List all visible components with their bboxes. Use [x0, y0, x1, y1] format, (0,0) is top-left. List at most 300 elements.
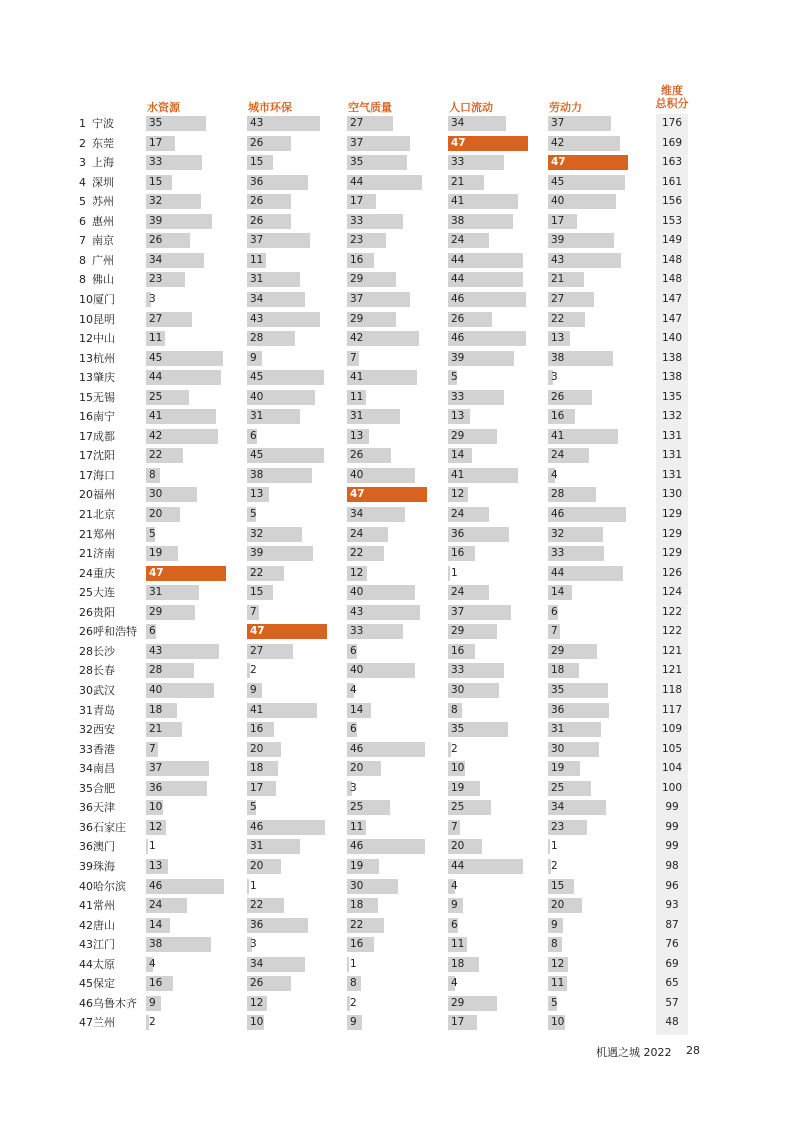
total-header: 维度 总积分 [655, 84, 689, 110]
bar-value: 39 [250, 547, 264, 560]
total-score: 135 [661, 390, 683, 403]
bar-value: 36 [451, 527, 465, 540]
bar-value: 33 [149, 156, 163, 169]
city-name: 杭州 [93, 351, 115, 365]
rank-label [79, 195, 114, 208]
city-name: 重庆 [93, 566, 115, 580]
total-score: 140 [661, 332, 683, 345]
bar-value: 46 [551, 508, 565, 520]
bar-value: 11 [551, 977, 565, 990]
rank-label [79, 801, 115, 814]
column-header: 空气质量 [348, 101, 392, 114]
total-score: 138 [661, 371, 683, 384]
bar-value: 31 [149, 586, 163, 599]
total-score: 96 [665, 879, 679, 892]
bar-value: 37 [250, 234, 264, 247]
bar-value: 4 [451, 879, 458, 892]
bar-value: 31 [250, 840, 264, 853]
bar-value: 33 [551, 547, 565, 560]
bar-value: 4 [451, 977, 458, 990]
bar-value: 29 [149, 605, 163, 618]
bar-value: 32 [250, 527, 264, 540]
rank-label [79, 234, 114, 247]
city-name: 合肥 [93, 781, 115, 795]
bar-value: 9 [350, 1016, 357, 1029]
bar-value: 34 [451, 117, 465, 129]
bar-value: 5 [451, 371, 458, 384]
city-name: 南昌 [93, 762, 115, 776]
bar-value: 13 [451, 410, 465, 423]
bar-value: 19 [551, 762, 565, 775]
bar-value: 38 [250, 468, 264, 481]
bar-value: 36 [551, 703, 565, 716]
total-score: 105 [661, 742, 683, 755]
rank-label [79, 919, 115, 932]
bar-value: 2 [250, 664, 257, 677]
total-score: 122 [661, 605, 683, 618]
city-name: 福州 [93, 488, 115, 502]
bar-value: 7 [350, 351, 357, 364]
total-score: 169 [661, 136, 683, 149]
bar [146, 839, 148, 854]
rank-label [79, 723, 115, 736]
bar-value: 20 [551, 899, 565, 911]
rank-label [79, 704, 115, 717]
rank-number: 33 [79, 742, 93, 756]
bar-value: 42 [149, 429, 163, 442]
city-name: 保定 [93, 977, 115, 991]
bar-value: 36 [250, 175, 264, 188]
total-score: 100 [661, 781, 683, 794]
city-name: 西安 [93, 723, 115, 737]
bar-value: 38 [451, 214, 465, 227]
bar-value: 9 [451, 899, 458, 911]
bar-value: 12 [451, 488, 465, 501]
bar-value: 34 [250, 293, 264, 305]
bar-value: 27 [149, 312, 163, 325]
bar-value: 13 [250, 488, 264, 501]
bar-value: 21 [149, 723, 163, 736]
rank-number: 15 [79, 390, 93, 404]
rank-number: 21 [79, 527, 93, 541]
rank-label [79, 410, 115, 423]
bar-value: 2 [551, 859, 558, 872]
total-score: 147 [661, 293, 683, 305]
bar-value: 15 [149, 175, 163, 188]
bar-value: 11 [451, 938, 465, 951]
rank-label [79, 684, 115, 697]
bar-value: 3 [149, 293, 156, 305]
bar-value: 30 [149, 488, 163, 501]
city-name: 哈尔滨 [93, 879, 126, 893]
rank-number: 41 [79, 899, 93, 912]
bar-value: 43 [149, 644, 163, 657]
bar-value: 24 [451, 234, 465, 247]
bar-value: 30 [350, 879, 364, 892]
rank-number: 28 [79, 644, 93, 658]
city-name: 沈阳 [93, 449, 115, 463]
bar-value: 26 [250, 977, 264, 990]
bar-value: 29 [451, 625, 465, 638]
total-score: 131 [661, 429, 683, 442]
bar-value: 46 [350, 840, 364, 853]
bar-value: 26 [250, 195, 264, 208]
bar-value: 11 [350, 390, 364, 403]
bar-value: 26 [250, 214, 264, 227]
rank-label [79, 586, 115, 599]
rank-number: 40 [79, 879, 93, 893]
column-header: 城市环保 [248, 101, 292, 114]
bar-value: 30 [451, 684, 465, 696]
bar-value: 42 [551, 136, 565, 149]
bar-value: 24 [149, 899, 163, 911]
bar-value: 9 [149, 996, 156, 1009]
bar-value: 11 [149, 332, 163, 345]
bar-value: 8 [149, 468, 156, 481]
total-score: 122 [661, 625, 683, 638]
bar-value: 9 [250, 351, 257, 364]
bar-value: 19 [149, 547, 163, 560]
bar-value: 5 [551, 996, 558, 1009]
total-score: 138 [661, 351, 683, 364]
rank-number: 26 [79, 625, 93, 639]
total-score: 117 [661, 703, 683, 716]
bar-value: 39 [149, 214, 163, 227]
bar-value: 36 [149, 781, 163, 794]
bar-value: 19 [350, 859, 364, 872]
bar-value: 20 [149, 508, 163, 520]
bar-value: 30 [551, 742, 565, 755]
bar-value: 23 [149, 273, 163, 286]
city-name: 宁波 [92, 117, 114, 130]
bar-value: 41 [149, 410, 163, 423]
bar-value: 44 [551, 566, 565, 579]
rank-label [79, 743, 115, 756]
bar-value: 47 [350, 488, 365, 501]
bar-value: 44 [149, 371, 163, 384]
rank-label [79, 430, 115, 443]
bar-value: 6 [250, 429, 257, 442]
rank-label [79, 821, 126, 834]
bar-value: 18 [149, 703, 163, 716]
rank-label [79, 938, 115, 951]
total-score: 131 [661, 468, 683, 481]
bar-value: 28 [250, 332, 264, 345]
bar-value: 32 [149, 195, 163, 208]
city-name: 南宁 [93, 410, 115, 424]
bar-value: 24 [451, 508, 465, 520]
bar-value: 44 [451, 253, 465, 266]
rank-number: 5 [79, 195, 86, 209]
bar-value: 40 [551, 195, 565, 208]
rank-number: 3 [79, 156, 86, 170]
bar-value: 31 [250, 410, 264, 423]
bar-value: 22 [250, 566, 264, 579]
total-score: 65 [665, 977, 679, 990]
rank-number: 17 [79, 429, 93, 443]
bar-value: 43 [350, 605, 364, 618]
bar-value: 4 [350, 684, 357, 696]
bar-value: 19 [451, 781, 465, 794]
rank-number: 46 [79, 996, 93, 1010]
bar-value: 47 [149, 566, 164, 579]
city-name: 肇庆 [93, 371, 115, 385]
rank-number: 8 [79, 273, 86, 287]
total-score: 69 [665, 957, 679, 970]
total-score: 153 [661, 214, 683, 227]
city-name: 珠海 [93, 859, 115, 873]
bar-value: 10 [250, 1016, 264, 1029]
bar [347, 957, 349, 972]
bar-value: 33 [451, 390, 465, 403]
bar-value: 16 [250, 723, 264, 736]
bar-value: 16 [451, 547, 465, 560]
total-score: 121 [661, 664, 683, 677]
bar-value: 37 [551, 117, 565, 129]
bar-value: 46 [350, 742, 364, 755]
city-name: 成都 [93, 429, 115, 443]
city-name: 乌鲁木齐 [93, 996, 137, 1010]
rank-number: 17 [79, 449, 93, 463]
city-name: 贵阳 [93, 605, 115, 619]
rank-label [79, 156, 114, 169]
bar-value: 38 [149, 938, 163, 951]
bar-value: 13 [149, 859, 163, 872]
city-name: 香港 [93, 742, 115, 756]
total-score: 163 [661, 156, 683, 169]
rank-number: 7 [79, 234, 86, 248]
total-score: 99 [665, 840, 679, 853]
bar-value: 31 [551, 723, 565, 736]
bar-value: 43 [250, 117, 264, 129]
bar-value: 12 [149, 820, 163, 833]
bar-value: 17 [250, 781, 264, 794]
rank-number: 36 [79, 840, 93, 854]
rank-number: 13 [79, 371, 93, 385]
rank-number: 17 [79, 468, 93, 482]
column-header: 水资源 [147, 101, 180, 114]
bar-value: 26 [451, 312, 465, 325]
bar-value: 45 [551, 175, 565, 188]
bar-value: 3 [551, 371, 558, 384]
total-score: 148 [661, 273, 683, 286]
city-name: 北京 [93, 508, 115, 521]
city-name: 惠州 [92, 214, 114, 228]
bar-value: 16 [451, 644, 465, 657]
city-name: 长春 [93, 664, 115, 678]
bar-value: 37 [149, 762, 163, 775]
bar-value: 23 [551, 820, 565, 833]
bar-value: 7 [551, 625, 558, 638]
bar-value: 34 [250, 957, 264, 970]
rank-label [79, 117, 114, 130]
bar-value: 15 [250, 586, 264, 599]
total-score: 76 [665, 938, 679, 951]
rank-label [79, 352, 115, 365]
bar-value: 5 [250, 508, 257, 520]
bar-value: 40 [350, 664, 364, 677]
bar-value: 26 [250, 136, 264, 149]
rank-label [79, 645, 115, 658]
bar [448, 566, 450, 581]
city-name: 苏州 [92, 195, 114, 209]
city-name: 郑州 [93, 527, 115, 541]
bar-value: 2 [350, 996, 357, 1009]
city-name: 中山 [93, 332, 115, 346]
total-score: 124 [661, 586, 683, 599]
bar-value: 13 [350, 429, 364, 442]
city-name: 太原 [93, 957, 115, 971]
bar-value: 22 [350, 918, 364, 931]
bar-value: 8 [551, 938, 558, 951]
rank-label [79, 958, 115, 971]
bar-value: 26 [149, 234, 163, 247]
bar-value: 44 [350, 175, 364, 188]
bar-value: 31 [350, 410, 364, 423]
bar-value: 9 [250, 684, 257, 696]
bar-value: 5 [250, 801, 257, 814]
bar-value: 1 [451, 566, 458, 579]
bar-value: 1 [250, 879, 257, 892]
bar-value: 10 [149, 801, 163, 814]
bar-value: 28 [149, 664, 163, 677]
bar-value: 22 [350, 547, 364, 560]
bar-value: 15 [250, 156, 264, 169]
bar-value: 11 [350, 820, 364, 833]
bar-value: 40 [250, 390, 264, 403]
bar-value: 33 [350, 625, 364, 638]
bar-value: 25 [451, 801, 465, 814]
bar-value: 8 [451, 703, 458, 716]
rank-label [79, 371, 115, 384]
total-score: 131 [661, 449, 683, 462]
bar-value: 35 [149, 117, 163, 129]
bar-value: 32 [551, 527, 565, 540]
rank-number: 24 [79, 566, 93, 580]
bar-value: 39 [551, 234, 565, 247]
city-name: 常州 [93, 899, 115, 912]
bar-value: 3 [250, 938, 257, 951]
bar-value: 7 [149, 742, 156, 755]
bar-value: 29 [350, 312, 364, 325]
bar-value: 20 [451, 840, 465, 853]
city-name: 呼和浩特 [93, 625, 137, 639]
footer-title: 机遇之城 2022 [596, 1046, 672, 1059]
bar-value: 35 [350, 156, 364, 169]
bar [548, 839, 550, 854]
rank-number: 36 [79, 820, 93, 834]
bar-value: 20 [250, 742, 264, 755]
rank-label [79, 391, 115, 404]
rank-label [79, 508, 115, 521]
city-name: 海口 [93, 468, 115, 482]
total-score: 126 [661, 566, 683, 579]
rank-number: 45 [79, 977, 93, 991]
bar-value: 25 [149, 390, 163, 403]
bar-value: 46 [149, 879, 163, 892]
bar-value: 21 [451, 175, 465, 188]
city-name: 青岛 [93, 703, 115, 717]
bar-value: 40 [350, 586, 364, 599]
bar-value: 1 [551, 840, 558, 853]
bar-value: 41 [551, 429, 565, 442]
city-name: 上海 [92, 156, 114, 170]
bar-value: 33 [451, 664, 465, 677]
bar-value: 13 [551, 332, 565, 345]
bar-value: 17 [149, 136, 163, 149]
bar-value: 41 [451, 468, 465, 481]
rank-label [79, 762, 115, 775]
bar-value: 29 [551, 644, 565, 657]
total-score: 156 [661, 195, 683, 208]
bar-value: 6 [451, 918, 458, 931]
city-name: 澳门 [93, 840, 115, 854]
bar-value: 35 [451, 723, 465, 736]
bar-value: 16 [551, 410, 565, 423]
bar-value: 38 [551, 351, 565, 364]
rank-label [79, 840, 115, 853]
bar-value: 2 [451, 742, 458, 755]
rank-label [79, 1016, 115, 1029]
rank-number: 6 [79, 214, 86, 228]
bar-value: 36 [250, 918, 264, 931]
city-name: 武汉 [93, 684, 115, 697]
rank-label [79, 254, 114, 267]
rank-label [79, 977, 115, 990]
rank-number: 8 [79, 253, 86, 267]
rank-label [79, 547, 115, 560]
total-score: 99 [665, 820, 679, 833]
bar-value: 6 [551, 605, 558, 618]
bar-value: 27 [350, 117, 364, 129]
bar-value: 41 [350, 371, 364, 384]
bar-value: 31 [250, 273, 264, 286]
rank-label [79, 782, 115, 795]
bar-value: 18 [350, 899, 364, 911]
total-score: 129 [661, 527, 683, 540]
total-score: 93 [665, 899, 679, 911]
rank-number: 28 [79, 664, 93, 678]
bar-value: 44 [451, 273, 465, 286]
total-score: 118 [661, 684, 683, 696]
total-score: 57 [665, 996, 679, 1009]
bar-value: 18 [551, 664, 565, 677]
bar-value: 43 [551, 253, 565, 266]
bar-value: 6 [350, 644, 357, 657]
bar-value: 43 [250, 312, 264, 325]
city-name: 兰州 [93, 1016, 115, 1030]
total-score: 132 [661, 410, 683, 423]
total-score: 98 [665, 859, 679, 872]
rank-number: 47 [79, 1016, 93, 1030]
bar-value: 6 [149, 625, 156, 638]
rank-label [79, 273, 114, 286]
bar-value: 16 [350, 938, 364, 951]
bar-value: 17 [451, 1016, 465, 1029]
total-score: 99 [665, 801, 679, 814]
city-name: 深圳 [92, 175, 114, 189]
bar-value: 24 [451, 586, 465, 599]
city-name: 昆明 [93, 312, 115, 326]
rank-label [79, 880, 126, 893]
rank-number: 1 [79, 117, 86, 130]
city-name: 唐山 [93, 918, 115, 932]
total-score: 109 [661, 723, 683, 736]
bar-value: 18 [451, 957, 465, 970]
rank-number: 26 [79, 605, 93, 619]
bar-value: 34 [350, 508, 364, 520]
total-score: 48 [665, 1016, 679, 1029]
